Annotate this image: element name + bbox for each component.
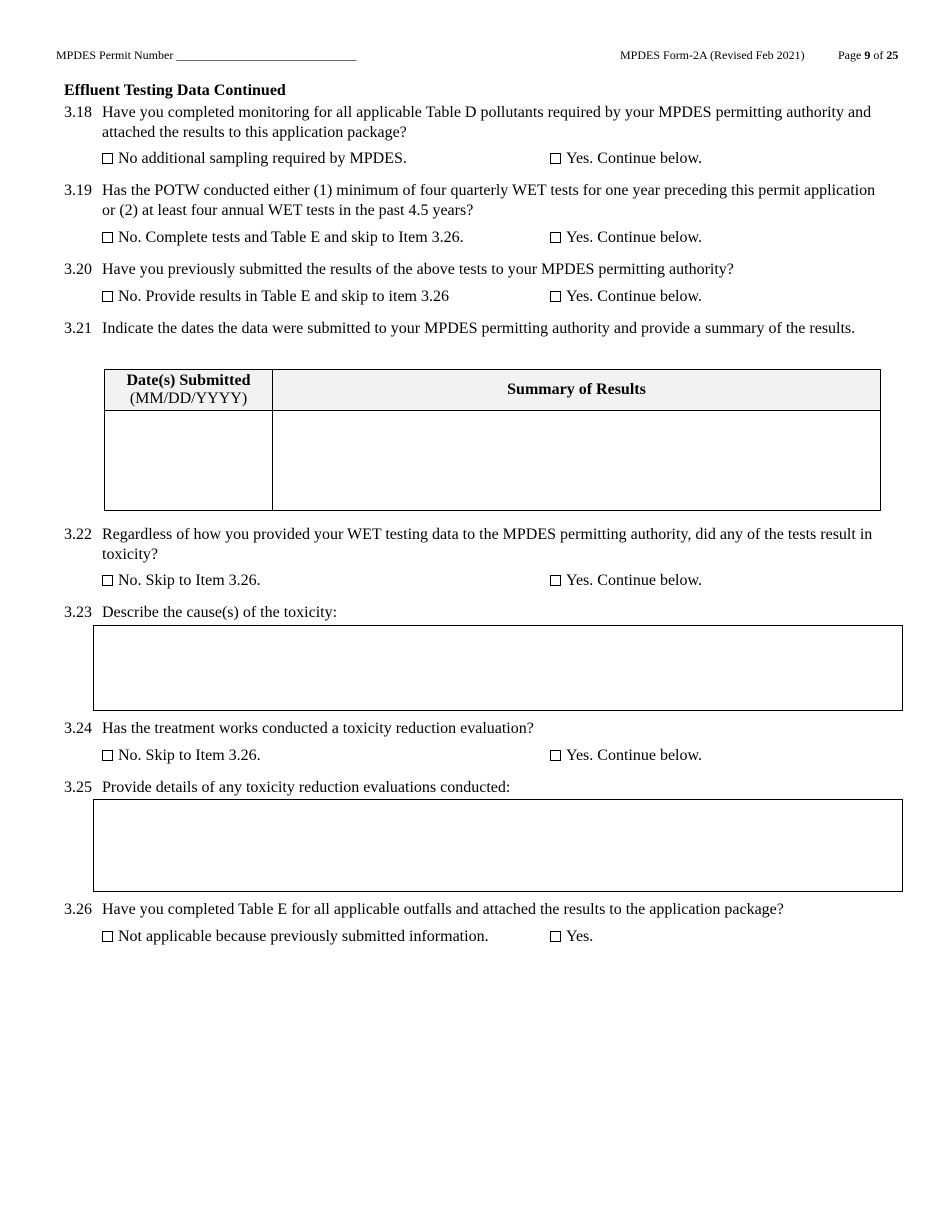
column-header-summary: Summary of Results: [507, 381, 646, 398]
permit-number-label: MPDES Permit Number ______________________________: [56, 48, 357, 62]
option-label: Yes. Continue below.: [566, 229, 703, 246]
checkbox[interactable]: [550, 750, 561, 761]
option-yes[interactable]: [550, 287, 702, 307]
option-label: No. Complete tests and Table E and skip to Item 3.26.: [118, 229, 464, 246]
form-revision-label: MPDES Form-2A (Revised Feb 2021): [620, 48, 805, 62]
question-number: 3.20: [64, 261, 92, 278]
question-number: 3.21: [64, 320, 92, 337]
page-total: 25: [886, 48, 899, 62]
question-text: Has the treatment works conducted a toxicity reduction evaluation?: [102, 720, 534, 737]
option-label: Yes. Continue below.: [566, 150, 703, 167]
option-label: Yes. Continue below.: [566, 572, 703, 589]
question-text: Describe the cause(s) of the toxicity:: [102, 604, 338, 621]
checkbox[interactable]: [102, 291, 113, 302]
date-submitted-cell[interactable]: [105, 412, 272, 510]
checkbox[interactable]: [550, 931, 561, 942]
option-label: No. Provide results in Table E and skip to item 3.26: [118, 288, 449, 305]
option-yes[interactable]: [550, 571, 702, 591]
page-indicator: [838, 48, 898, 63]
question-number: 3.26: [64, 901, 92, 918]
question-number: 3.19: [64, 182, 92, 199]
column-header-date: [105, 372, 272, 408]
checkbox[interactable]: [102, 575, 113, 586]
toxicity-reduction-details-input[interactable]: [93, 799, 903, 892]
option-no[interactable]: [102, 746, 261, 766]
question-text: Has the POTW conducted either (1) minimum of four quarterly WET tests for one year preceding this permit application or (2) at least four annual WET tests in the past 4.5 years?: [102, 182, 876, 219]
page-prefix: Page: [838, 48, 865, 62]
option-yes[interactable]: [550, 149, 702, 169]
summary-of-results-cell[interactable]: [273, 412, 880, 510]
page-current: 9: [864, 48, 871, 62]
toxicity-cause-input[interactable]: [93, 625, 903, 711]
question-text: Have you completed Table E for all applicable outfalls and attached the results to the application package?: [102, 901, 784, 918]
question-number: 3.22: [64, 526, 92, 543]
question-number: 3.18: [64, 104, 92, 121]
results-table: [104, 369, 881, 511]
checkbox[interactable]: [550, 575, 561, 586]
option-label: No. Skip to Item 3.26.: [118, 572, 261, 589]
checkbox[interactable]: [102, 153, 113, 164]
option-label: Yes. Continue below.: [566, 747, 703, 764]
option-no[interactable]: [102, 228, 464, 248]
option-no[interactable]: [102, 571, 261, 591]
section-title: Effluent Testing Data Continued: [64, 82, 286, 99]
question-number: 3.25: [64, 779, 92, 796]
question-text: Have you completed monitoring for all applicable Table D pollutants required by your MPDES permitting authority and attached the results to this application package?: [102, 104, 872, 141]
question-number: 3.24: [64, 720, 92, 737]
option-no[interactable]: [102, 287, 449, 307]
option-label: Yes.: [566, 928, 594, 945]
question-text: Regardless of how you provided your WET testing data to the MPDES permitting authority, did any of the tests result in toxicity?: [102, 526, 873, 563]
page-of: of: [870, 48, 887, 62]
question-text: Provide details of any toxicity reduction evaluations conducted:: [102, 779, 511, 796]
option-label: No. Skip to Item 3.26.: [118, 747, 261, 764]
checkbox[interactable]: [550, 153, 561, 164]
question-number: 3.23: [64, 604, 92, 621]
option-label: Not applicable because previously submitted information.: [118, 928, 489, 945]
option-yes[interactable]: [550, 927, 593, 947]
checkbox[interactable]: [550, 291, 561, 302]
option-label: Yes. Continue below.: [566, 288, 703, 305]
option-no-additional-sampling[interactable]: [102, 149, 407, 169]
column-header-date-format: (MM/DD/YYYY): [129, 390, 248, 407]
checkbox[interactable]: [102, 232, 113, 243]
option-not-applicable[interactable]: [102, 927, 489, 947]
question-text: Indicate the dates the data were submitted to your MPDES permitting authority and provide a summary of the results.: [102, 320, 856, 337]
option-yes[interactable]: [550, 228, 702, 248]
checkbox[interactable]: [550, 232, 561, 243]
option-label: No additional sampling required by MPDES.: [118, 150, 407, 167]
checkbox[interactable]: [102, 931, 113, 942]
option-yes[interactable]: [550, 746, 702, 766]
question-text: Have you previously submitted the results of the above tests to your MPDES permitting authority?: [102, 261, 734, 278]
column-header-date-title: Date(s) Submitted: [126, 372, 251, 389]
checkbox[interactable]: [102, 750, 113, 761]
